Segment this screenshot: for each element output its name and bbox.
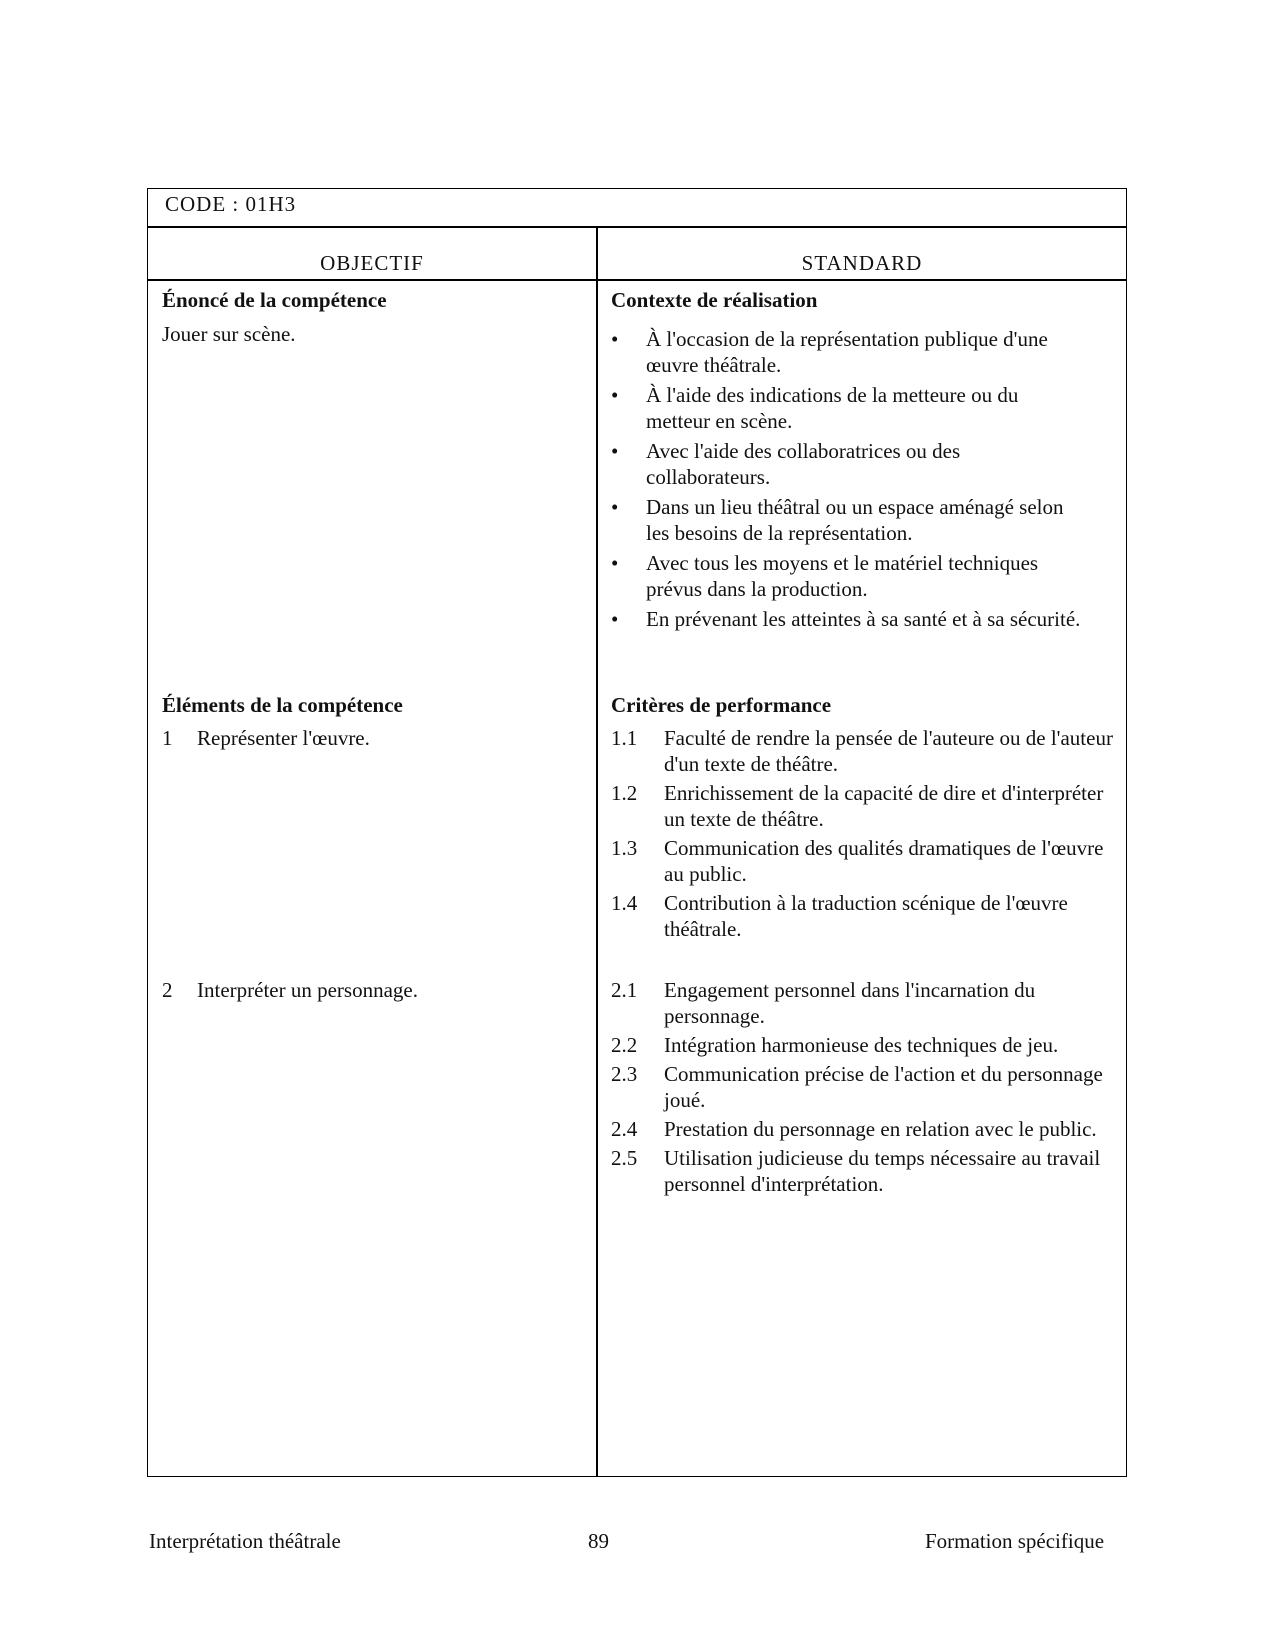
enonce-heading: Énoncé de la compétence [162, 288, 387, 312]
element-text: Interpréter un personnage. [197, 978, 418, 1002]
bullet-glyph: • [611, 607, 619, 631]
critere-item [611, 890, 1116, 942]
critere-text: Engagement personnel dans l'incarnation du personnage. [664, 978, 1036, 1028]
critere-number: 2.2 [611, 1033, 638, 1057]
critere-item [611, 1145, 1116, 1197]
critere-number: 2.5 [611, 1146, 638, 1170]
criteres-group-1 [611, 725, 1116, 945]
bullet-glyph: • [611, 495, 619, 519]
critere-item [611, 1116, 1116, 1142]
contexte-item-text: À l'occasion de la représentation publique d'une œuvre théâtrale. [646, 327, 1048, 377]
bullet-glyph: • [611, 327, 619, 351]
footer-right: Formation spécifique [925, 1529, 1105, 1553]
element-text: Représenter l'œuvre. [197, 726, 370, 750]
page-number: 89 [588, 1529, 609, 1553]
element-number: 2 [162, 978, 173, 1002]
bullet-glyph: • [611, 439, 619, 463]
critere-number: 2.3 [611, 1062, 638, 1086]
critere-item [611, 725, 1116, 777]
critere-text: Intégration harmonieuse des techniques de jeu. [664, 1033, 1059, 1057]
contexte-item [611, 326, 1081, 378]
critere-text: Communication des qualités dramatiques de l'œuvre au public. [664, 836, 1104, 886]
criteres-group-2 [611, 977, 1116, 1200]
contexte-item [611, 494, 1081, 546]
course-code [165, 191, 296, 217]
critere-item [611, 977, 1116, 1029]
contexte-item-text: Dans un lieu théâtral ou un espace aménagé selon les besoins de la représentation. [646, 495, 1064, 545]
critere-text: Contribution à la traduction scénique de l'œuvre théâtrale. [664, 891, 1068, 941]
critere-number: 1.2 [611, 781, 638, 805]
critere-number: 1.3 [611, 836, 638, 860]
critere-item [611, 835, 1116, 887]
contexte-item-text: À l'aide des indications de la metteure ou du metteur en scène. [646, 383, 1019, 433]
critere-item [611, 1032, 1116, 1058]
contexte-item [611, 438, 1081, 490]
critere-number: 2.1 [611, 978, 638, 1002]
column-heading-objectif: OBJECTIF [320, 251, 424, 275]
footer-left: Interprétation théâtrale [149, 1529, 341, 1553]
critere-number: 2.4 [611, 1117, 638, 1141]
contexte-item [611, 606, 1081, 632]
code-row-divider [147, 226, 1127, 228]
critere-text: Utilisation judicieuse du temps nécessaire au travail personnel d'interprétation. [664, 1146, 1101, 1196]
bullet-glyph: • [611, 383, 619, 407]
critere-item [611, 780, 1116, 832]
critere-text: Faculté de rendre la pensée de l'auteure ou de l'auteur d'un texte de théâtre. [664, 726, 1113, 776]
critere-number: 1.4 [611, 891, 638, 915]
criteres-heading: Critères de performance [611, 693, 832, 717]
contexte-item [611, 550, 1081, 602]
contexte-list [611, 326, 1081, 636]
critere-text: Prestation du personnage en relation avec le public. [664, 1117, 1097, 1141]
bullet-glyph: • [611, 551, 619, 575]
header-row-divider [147, 279, 1127, 281]
contexte-item [611, 382, 1081, 434]
enonce-text: Jouer sur scène. [162, 322, 296, 346]
contexte-item-text: En prévenant les atteintes à sa santé et à sa sécurité. [646, 607, 1081, 631]
critere-text: Communication précise de l'action et du personnage joué. [664, 1062, 1103, 1112]
critere-text: Enrichissement de la capacité de dire et d'interpréter un texte de théâtre. [664, 781, 1104, 831]
column-divider [596, 226, 598, 1477]
elements-heading: Éléments de la compétence [162, 693, 403, 717]
element-number: 1 [162, 726, 173, 750]
contexte-heading: Contexte de réalisation [611, 288, 818, 312]
code-label: CODE : [165, 192, 240, 216]
contexte-item-text: Avec tous les moyens et le matériel techniques prévus dans la production. [646, 551, 1039, 601]
critere-number: 1.1 [611, 726, 638, 750]
column-heading-standard: STANDARD [801, 251, 923, 275]
critere-item [611, 1061, 1116, 1113]
contexte-item-text: Avec l'aide des collaboratrices ou des collaborateurs. [646, 439, 961, 489]
code-value: 01H3 [245, 192, 297, 216]
